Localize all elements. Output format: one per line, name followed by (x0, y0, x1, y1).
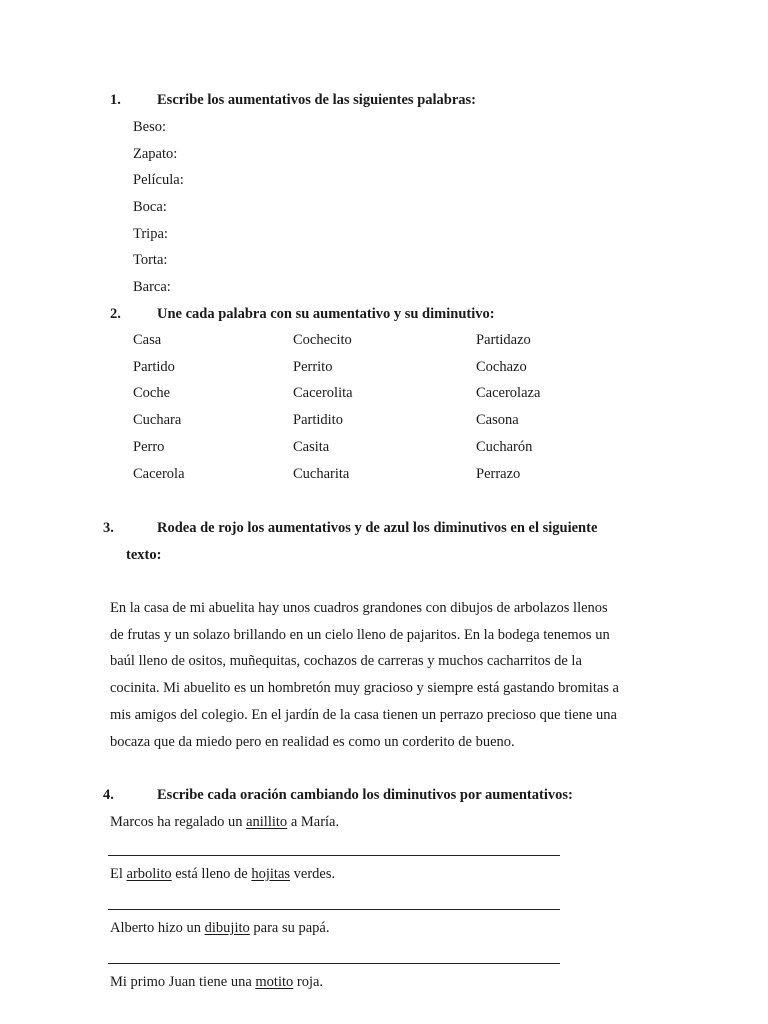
underlined-word: motito (255, 974, 294, 990)
q2-word: Perro (133, 439, 165, 455)
q4-title: Escribe cada oración cambiando los diminutivos por aumentativos: (157, 787, 573, 803)
q3-text-line: bocaza que da miedo pero en realidad es como un corderito de bueno. (110, 733, 515, 750)
q3-text (110, 595, 670, 755)
answer-line[interactable] (108, 855, 560, 856)
q3-text-line: En la casa de mi abuelita hay unos cuadros grandones con dibujos de arbolazos llenos (110, 600, 608, 616)
sentence-text: roja. (293, 974, 324, 990)
q2-word: Perrazo (476, 466, 521, 482)
q3-text-line: de frutas y un solazo brillando en un cielo lleno de pajaritos. En la bodega tenemos un (110, 626, 610, 643)
q2-word: Cuchara (133, 412, 182, 428)
q2-word: Partido (133, 359, 175, 375)
q1-title: Escribe los aumentativos de las siguientes palabras: (157, 92, 477, 108)
q3-number: 3. (103, 520, 114, 536)
q1-word: Película: (133, 172, 184, 188)
q3-text-line: mis amigos del colegio. En el jardín de la casa tienen un perrazo precioso que tiene una (110, 706, 617, 723)
sentence-text: Marcos ha regalado un (110, 814, 247, 830)
q1-number: 1. (110, 92, 121, 108)
q2-word: Casita (293, 439, 330, 455)
sentence-text: para su papá. (249, 920, 330, 936)
q1-word: Barca: (133, 279, 171, 295)
underlined-word: hojitas (251, 866, 291, 882)
q2-word: Cacerolita (293, 385, 353, 401)
q1-word: Torta: (133, 252, 168, 268)
sentence-text: Alberto hizo un (110, 920, 205, 936)
q4-sentence (110, 814, 339, 831)
q3-text-line: baúl lleno de ositos, muñequitas, cochazos de carreras y muchos cacharritos de la (110, 653, 582, 670)
answer-line[interactable] (108, 909, 560, 910)
q2-number: 2. (110, 306, 121, 322)
sentence-text: verdes. (290, 866, 336, 882)
q2-word: Cacerolaza (476, 385, 541, 401)
q2-word: Partidito (293, 412, 343, 428)
q2-word: Perrito (293, 359, 333, 375)
q2-word: Casona (476, 412, 519, 428)
q3-title-line2: texto: (126, 547, 162, 563)
underlined-word: arbolito (126, 866, 172, 882)
q2-word: Coche (133, 385, 171, 401)
sentence-text: a María. (287, 814, 340, 830)
underlined-word: dibujito (204, 920, 250, 936)
q2-title: Une cada palabra con su aumentativo y su diminutivo: (157, 306, 495, 322)
q3-title-line1: Rodea de rojo los aumentativos y de azul los diminutivos en el siguiente (157, 520, 598, 536)
q2-word: Cochecito (293, 332, 352, 348)
sentence-text: El (110, 866, 127, 882)
answer-line[interactable] (108, 963, 560, 964)
q4-sentence (110, 974, 323, 991)
q2-word: Cacerola (133, 466, 185, 482)
sentence-text: está lleno de (171, 866, 252, 882)
q1-word: Zapato: (133, 146, 178, 162)
q1-word: Beso: (133, 119, 167, 135)
q2-word: Cucharón (476, 439, 533, 455)
q4-sentence (110, 920, 329, 937)
underlined-word: anillito (246, 814, 288, 830)
q2-word: Cochazo (476, 359, 527, 375)
q2-word: Cucharita (293, 466, 350, 482)
sentence-text: Mi primo Juan tiene una (110, 974, 256, 990)
q4-sentence (110, 866, 335, 883)
q1-word: Boca: (133, 199, 167, 215)
q4-number: 4. (103, 787, 114, 803)
q2-word: Partidazo (476, 332, 531, 348)
q1-word: Tripa: (133, 226, 168, 242)
q3-text-line: cocinita. Mi abuelito es un hombretón muy gracioso y siempre está gastando bromitas a (110, 680, 619, 697)
q2-word: Casa (133, 332, 162, 348)
